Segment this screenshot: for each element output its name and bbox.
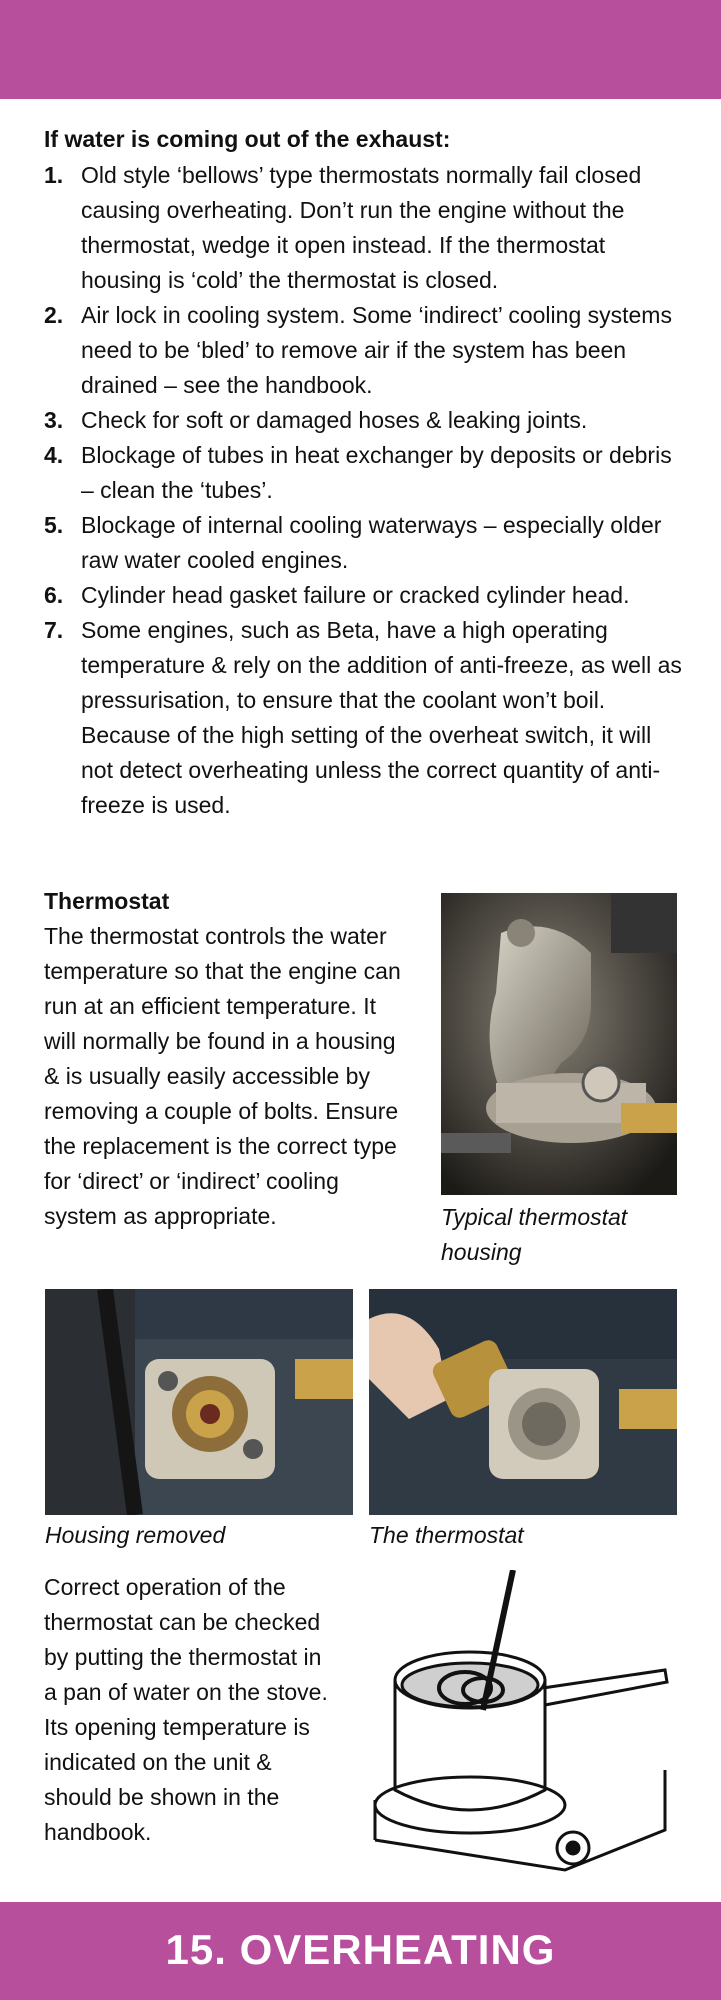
list-item: [44, 438, 684, 508]
item-number: 3.: [44, 407, 64, 433]
thermostat-body: The thermostat controls the water temperature so that the engine can run at an efficient temperature. It will normally be found in a housing & is usually easily accessible by removing a couple of bolts. Ensure the replacement is the correct type for ‘direct’ or ‘indirect’ cooling system as appropriate.: [44, 923, 401, 1229]
list-item: [44, 578, 684, 613]
exhaust-section: [44, 124, 684, 823]
list-item: [44, 403, 684, 438]
footer-band: [0, 1902, 721, 2000]
caption-housing: Typical thermostat housing: [441, 1204, 628, 1265]
top-color-band: [0, 0, 721, 99]
caption-removed: Housing removed: [45, 1522, 226, 1548]
test-instructions: Correct operation of the thermostat can be checked by putting the thermostat in a pan of water on the stove. Its opening temperature is indicated on the unit & should be shown in the handbook.: [44, 1574, 328, 1845]
item-number: 5.: [44, 512, 64, 538]
list-item: [44, 613, 684, 823]
section-heading: If water is coming out of the exhaust:: [44, 126, 451, 152]
list-item: [44, 298, 684, 403]
thermostat-title: Thermostat: [44, 888, 170, 914]
housing-removed-photo: [45, 1289, 353, 1515]
thermostat-text: [44, 884, 404, 1234]
item-text: Blockage of tubes in heat exchanger by deposits or debris – clean the ‘tubes’.: [81, 442, 672, 503]
item-text: Check for soft or damaged hoses & leaking joints.: [81, 407, 588, 433]
item-text: Air lock in cooling system. Some ‘indirect’ cooling systems need to be ‘bled’ to remove air if the system has been drained – see the handbook.: [81, 302, 672, 398]
item-text: Some engines, such as Beta, have a high operating temperature & rely on the addition of anti-freeze, as well as pressurisation, to ensure that the coolant won’t boil. Because of the high setting of the overheat switch, it will not detect overheating unless the correct quantity of anti-freeze is used.: [81, 617, 682, 818]
caption-thermostat: The thermostat: [369, 1522, 524, 1548]
item-text: Cylinder head gasket failure or cracked cylinder head.: [81, 582, 630, 608]
thermostat-photo: [369, 1289, 677, 1515]
item-text: Old style ‘bellows’ type thermostats normally fail closed causing overheating. Don’t run the engine without the thermostat, wedge it open instead. If the thermostat housing is ‘cold’ the thermostat is closed.: [81, 162, 642, 293]
item-number: 7.: [44, 617, 64, 643]
list-item: [44, 508, 684, 578]
page-title: 15. OVERHEATING: [165, 1926, 556, 1973]
item-number: 4.: [44, 442, 64, 468]
list-item: [44, 158, 684, 298]
item-number: 6.: [44, 582, 64, 608]
pan-on-stove-illustration: [365, 1570, 677, 1880]
cause-list: [44, 158, 684, 823]
item-number: 2.: [44, 302, 64, 328]
item-number: 1.: [44, 162, 64, 188]
thermostat-housing-photo: [441, 893, 677, 1195]
item-text: Blockage of internal cooling waterways – especially older raw water cooled engines.: [81, 512, 662, 573]
